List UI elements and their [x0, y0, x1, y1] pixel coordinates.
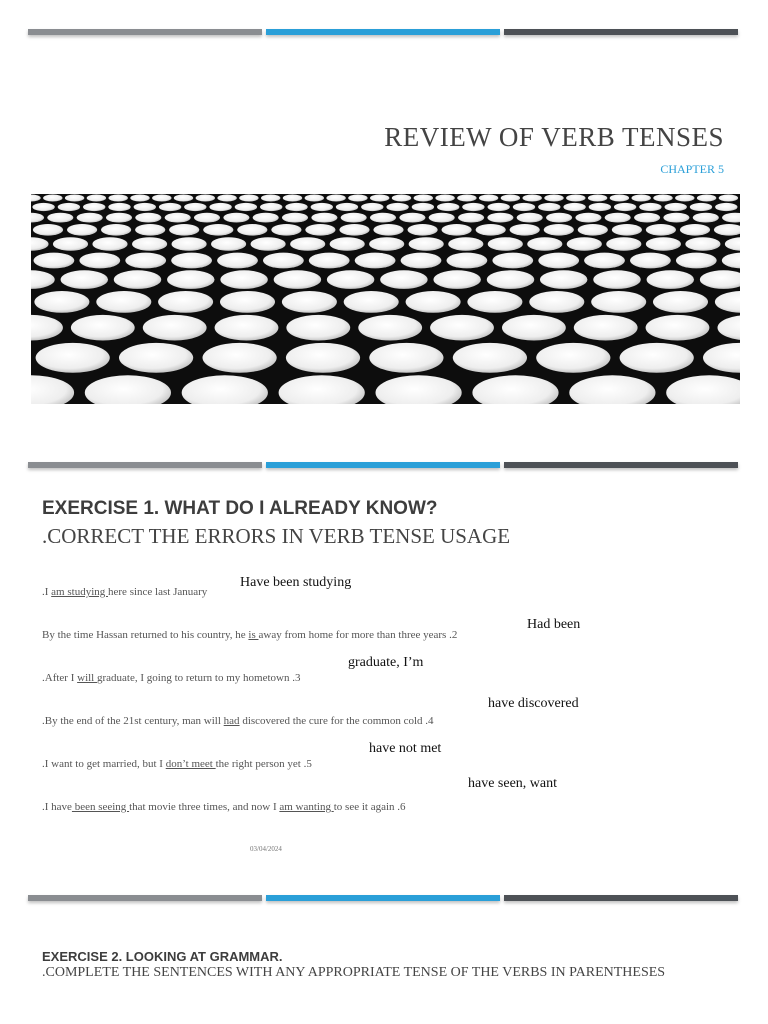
- correction-answer-1: Have been studying: [240, 575, 352, 590]
- disc-shape: [286, 315, 350, 341]
- disc-shape: [620, 343, 694, 373]
- accent-bar-blue: [266, 895, 500, 901]
- disc-shape: [646, 315, 710, 341]
- disc-shape: [517, 213, 543, 223]
- disc-shape: [143, 315, 207, 341]
- disc-shape: [283, 195, 302, 202]
- disc-shape: [36, 343, 110, 373]
- disc-shape: [58, 203, 80, 211]
- exercise-sentence-5: .I want to get married, but I don’t meet the right person yet .5: [42, 758, 312, 770]
- disc-shape: [130, 195, 149, 202]
- disc-shape: [680, 224, 710, 236]
- error-underline: had: [223, 715, 240, 727]
- disc-shape: [79, 253, 120, 269]
- disc-shape: [448, 237, 483, 251]
- disc-shape: [109, 195, 128, 202]
- disc-shape: [639, 203, 661, 211]
- disc-shape: [462, 203, 484, 211]
- disc-shape: [589, 203, 611, 211]
- slide-date: 03/04/2024: [250, 845, 282, 853]
- disc-shape: [392, 195, 411, 202]
- exercise-sentence-2: By the time Hassan returned to his country, he is away from home for more than three years .2: [42, 629, 458, 641]
- disc-shape: [67, 224, 97, 236]
- disc-shape: [685, 237, 720, 251]
- disc-shape: [610, 195, 629, 202]
- disc-shape: [593, 270, 640, 289]
- disc-shape: [513, 203, 535, 211]
- slide1-title: REVIEW OF VERB TENSES: [384, 122, 724, 152]
- disc-shape: [196, 195, 215, 202]
- disc-shape: [220, 270, 267, 289]
- correction-answer-3: graduate, I’m: [348, 655, 424, 670]
- disc-shape: [690, 203, 712, 211]
- disc-shape: [373, 224, 403, 236]
- disc-shape: [47, 213, 73, 223]
- disc-shape: [330, 237, 365, 251]
- disc-shape: [134, 203, 156, 211]
- disc-shape: [646, 224, 676, 236]
- disc-shape: [165, 213, 191, 223]
- disc-shape: [135, 213, 161, 223]
- disc-shape: [399, 213, 425, 223]
- disc-shape: [152, 195, 171, 202]
- error-underline: will: [77, 672, 97, 684]
- header-accent-bars: [28, 895, 740, 903]
- accent-bar-dark: [504, 895, 738, 901]
- disc-shape: [237, 224, 267, 236]
- exercise-sentence-3: .After I will graduate, I going to return to my hometown .3: [42, 672, 301, 684]
- disc-shape: [53, 237, 88, 251]
- disc-shape: [235, 203, 257, 211]
- exercise-sentence-1: .I am studying here since last January: [42, 586, 208, 598]
- disc-shape: [614, 203, 636, 211]
- disc-shape: [223, 213, 249, 223]
- exercise2-heading: EXERCISE 2. LOOKING AT GRAMMAR.: [42, 949, 283, 964]
- disc-shape: [260, 203, 282, 211]
- disc-shape: [184, 203, 206, 211]
- disc-shape: [77, 213, 103, 223]
- disc-shape: [125, 253, 166, 269]
- disc-shape: [567, 237, 602, 251]
- disc-shape: [132, 237, 167, 251]
- disc-shape: [574, 315, 638, 341]
- exercise-sentence-4: .By the end of the 21st century, man will had discovered the cure for the common cold .4: [42, 715, 434, 727]
- disc-shape: [339, 224, 369, 236]
- disc-shape: [453, 343, 527, 373]
- disc-shape: [271, 224, 301, 236]
- disc-shape: [536, 343, 610, 373]
- error-underline: am studying: [51, 586, 109, 598]
- disc-shape: [106, 213, 132, 223]
- disc-shape: [220, 291, 275, 313]
- disc-shape: [646, 237, 681, 251]
- disc-shape: [344, 291, 399, 313]
- disc-shape: [578, 224, 608, 236]
- exercise2-instruction: .COMPLETE THE SENTENCES WITH ANY APPROPRIATE TENSE OF THE VERBS IN PARENTHESES: [42, 965, 666, 980]
- disc-shape: [435, 195, 454, 202]
- disc-shape: [211, 237, 246, 251]
- disc-shape: [409, 237, 444, 251]
- exercise-sentence-6: .I have been seeing that movie three times, and now I am wanting to see it again .6: [42, 801, 406, 813]
- correction-answer-6: have seen, want: [468, 776, 558, 791]
- disc-shape: [630, 253, 671, 269]
- disc-shape: [406, 291, 461, 313]
- accent-bar-blue: [266, 29, 500, 35]
- correction-answer-2: Had been: [527, 617, 581, 632]
- disc-shape: [612, 224, 642, 236]
- disc-shape: [309, 253, 350, 269]
- disc-shape: [326, 195, 345, 202]
- disc-shape: [348, 195, 367, 202]
- disc-shape: [591, 291, 646, 313]
- disc-shape: [401, 253, 442, 269]
- header-accent-bars: [28, 462, 740, 470]
- disc-shape: [676, 253, 717, 269]
- disc-shape: [408, 224, 438, 236]
- disc-shape: [634, 213, 660, 223]
- disc-shape: [380, 270, 427, 289]
- disc-shape: [108, 203, 130, 211]
- disc-shape: [501, 195, 520, 202]
- disc-shape: [588, 195, 607, 202]
- disc-shape: [653, 195, 672, 202]
- disc-shape: [538, 253, 579, 269]
- disc-shape: [476, 224, 506, 236]
- disc-shape: [467, 291, 522, 313]
- disc-shape: [217, 253, 258, 269]
- disc-shape: [412, 203, 434, 211]
- accent-bar-gray: [28, 29, 262, 35]
- disc-shape: [305, 195, 324, 202]
- disc-shape: [217, 195, 236, 202]
- disc-shape: [215, 315, 279, 341]
- disc-shape: [437, 203, 459, 211]
- error-underline: been seeing: [71, 801, 130, 813]
- disc-shape: [172, 237, 207, 251]
- disc-shape: [647, 270, 694, 289]
- exercise1-instruction: .CORRECT THE ERRORS IN VERB TENSE USAGE: [42, 524, 511, 548]
- disc-shape: [311, 203, 333, 211]
- disc-shape: [159, 203, 181, 211]
- disc-shape: [92, 237, 127, 251]
- disc-shape: [263, 253, 304, 269]
- disc-shape: [632, 195, 651, 202]
- disc-shape: [282, 291, 337, 313]
- disc-shape: [282, 213, 308, 223]
- disc-shape: [336, 203, 358, 211]
- accent-bar-blue: [266, 462, 500, 468]
- disc-shape: [34, 291, 89, 313]
- error-underline: am wanting: [279, 801, 334, 813]
- slide1-subtitle: CHAPTER 5: [660, 162, 724, 176]
- disc-shape: [693, 213, 719, 223]
- disc-shape: [158, 291, 213, 313]
- accent-bar-gray: [28, 462, 262, 468]
- disc-shape: [502, 315, 566, 341]
- disc-shape: [429, 213, 455, 223]
- disc-shape: [114, 270, 161, 289]
- disc-shape: [358, 315, 422, 341]
- disc-shape: [209, 203, 231, 211]
- disc-shape: [653, 291, 708, 313]
- correction-answer-5: have not met: [369, 741, 442, 756]
- disc-shape: [488, 237, 523, 251]
- disc-shape: [675, 195, 694, 202]
- disc-shape: [370, 213, 396, 223]
- disc-shape: [544, 195, 563, 202]
- correction-answer-4: have discovered: [488, 696, 579, 711]
- disc-shape: [253, 213, 279, 223]
- disc-shape: [274, 270, 321, 289]
- disc-shape: [719, 195, 738, 202]
- disc-shape: [101, 224, 131, 236]
- disc-shape: [369, 237, 404, 251]
- disc-shape: [251, 237, 286, 251]
- disc-shape: [430, 315, 494, 341]
- disc-shape: [434, 270, 481, 289]
- disc-shape: [261, 195, 280, 202]
- disc-shape: [529, 291, 584, 313]
- disc-shape: [563, 203, 585, 211]
- disc-shape: [171, 253, 212, 269]
- disc-shape: [488, 203, 510, 211]
- disc-shape: [386, 203, 408, 211]
- disc-shape: [442, 224, 472, 236]
- disc-shape: [447, 253, 488, 269]
- disc-pattern-photo: [31, 194, 740, 404]
- error-underline: don’t meet: [165, 758, 216, 770]
- disc-shape: [239, 195, 258, 202]
- disc-shape: [43, 195, 62, 202]
- disc-shape: [492, 253, 533, 269]
- error-underline: is: [248, 629, 259, 641]
- disc-shape: [361, 203, 383, 211]
- disc-shape: [327, 270, 374, 289]
- disc-shape: [61, 270, 108, 289]
- disc-shape: [341, 213, 367, 223]
- disc-shape: [290, 237, 325, 251]
- accent-bar-dark: [504, 462, 738, 468]
- disc-shape: [414, 195, 433, 202]
- disc-shape: [487, 213, 513, 223]
- disc-shape: [203, 224, 233, 236]
- disc-shape: [203, 343, 277, 373]
- disc-shape: [169, 224, 199, 236]
- exercise1-heading: EXERCISE 1. WHAT DO I ALREADY KNOW?: [42, 498, 438, 519]
- disc-shape: [194, 213, 220, 223]
- disc-shape: [96, 291, 151, 313]
- disc-shape: [584, 253, 625, 269]
- disc-shape: [538, 203, 560, 211]
- disc-shape: [566, 195, 585, 202]
- disc-shape: [135, 224, 165, 236]
- disc-shape: [119, 343, 193, 373]
- disc-shape: [546, 213, 572, 223]
- disc-shape: [87, 195, 106, 202]
- disc-shape: [663, 213, 689, 223]
- disc-shape: [33, 224, 63, 236]
- disc-shape: [369, 343, 443, 373]
- disc-shape: [355, 253, 396, 269]
- disc-shape: [286, 343, 360, 373]
- disc-pattern-image: [31, 194, 740, 404]
- accent-bar-dark: [504, 29, 738, 35]
- disc-shape: [174, 195, 193, 202]
- disc-shape: [285, 203, 307, 211]
- disc-shape: [510, 224, 540, 236]
- disc-shape: [83, 203, 105, 211]
- disc-shape: [457, 195, 476, 202]
- disc-shape: [715, 203, 737, 211]
- header-accent-bars: [28, 29, 740, 37]
- disc-shape: [458, 213, 484, 223]
- disc-shape: [34, 253, 75, 269]
- disc-shape: [32, 203, 54, 211]
- accent-bar-gray: [28, 895, 262, 901]
- disc-shape: [523, 195, 542, 202]
- disc-shape: [606, 237, 641, 251]
- disc-shape: [544, 224, 574, 236]
- disc-shape: [487, 270, 534, 289]
- disc-shape: [605, 213, 631, 223]
- disc-shape: [540, 270, 587, 289]
- disc-shape: [479, 195, 498, 202]
- disc-shape: [65, 195, 84, 202]
- disc-shape: [370, 195, 389, 202]
- disc-shape: [697, 195, 716, 202]
- disc-shape: [167, 270, 214, 289]
- disc-shape: [527, 237, 562, 251]
- disc-shape: [305, 224, 335, 236]
- disc-shape: [575, 213, 601, 223]
- disc-shape: [311, 213, 337, 223]
- disc-shape: [665, 203, 687, 211]
- disc-shape: [71, 315, 135, 341]
